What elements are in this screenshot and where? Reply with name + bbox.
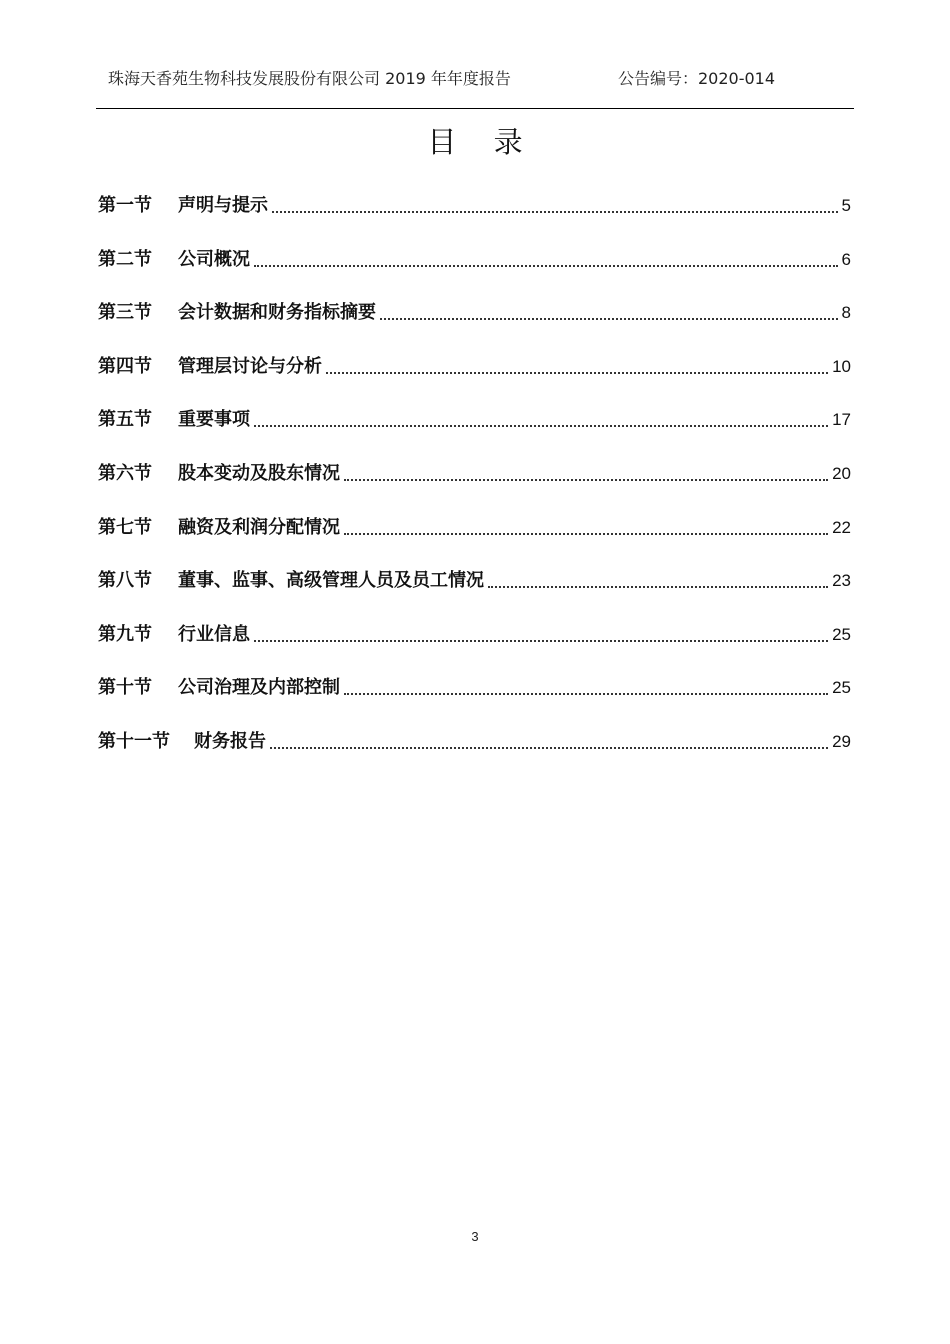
toc-section-number: 第一节	[98, 195, 152, 216]
toc-page-number[interactable]: 6	[841, 249, 851, 269]
header-divider	[96, 108, 854, 109]
toc-page-number[interactable]: 22	[832, 517, 851, 537]
toc-entry[interactable]	[98, 672, 851, 726]
toc-dot-leader	[254, 404, 828, 436]
toc-dot-leader	[270, 726, 828, 758]
toc-section-number: 第四节	[98, 355, 152, 377]
toc-section-number: 第八节	[98, 570, 152, 592]
toc-entry[interactable]	[98, 512, 851, 566]
toc-section-number: 第十一节	[98, 730, 170, 752]
toc-section-number: 第二节	[98, 248, 152, 270]
toc-section-title[interactable]: 股本变动及股东情况	[178, 462, 340, 484]
toc-page-number[interactable]: 23	[832, 571, 851, 591]
toc-page-number[interactable]: 20	[832, 463, 851, 483]
toc-page-number[interactable]: 5	[841, 196, 851, 215]
toc-section-number: 第十节	[98, 677, 152, 699]
toc-dot-leader	[326, 351, 828, 383]
toc-entry[interactable]	[98, 190, 851, 244]
toc-section-title[interactable]: 声明与提示	[178, 195, 268, 216]
toc-section-number: 第五节	[98, 409, 152, 431]
toc-dot-leader	[344, 512, 828, 544]
toc-page-number[interactable]: 29	[832, 731, 851, 751]
toc-section-title[interactable]: 管理层讨论与分析	[178, 355, 322, 377]
toc-dot-leader	[488, 565, 828, 597]
toc-section-title[interactable]: 重要事项	[178, 409, 250, 431]
toc-section-number: 第九节	[98, 623, 152, 645]
toc-entry[interactable]	[98, 565, 851, 619]
toc-dot-leader	[254, 619, 828, 651]
toc-page-number[interactable]: 25	[832, 678, 851, 698]
toc-section-title[interactable]: 会计数据和财务指标摘要	[178, 302, 376, 324]
toc-section-number: 第三节	[98, 302, 152, 324]
toc-entry[interactable]	[98, 244, 851, 298]
toc-page-number[interactable]: 25	[832, 624, 851, 644]
header-report-title: 珠海天香苑生物科技发展股份有限公司 2019 年年度报告	[108, 69, 511, 88]
toc-page-number[interactable]: 17	[832, 410, 851, 430]
toc-dot-leader	[272, 190, 838, 222]
toc-entry[interactable]	[98, 297, 851, 351]
toc-entry[interactable]	[98, 458, 851, 512]
toc-page-number[interactable]: 8	[841, 303, 851, 323]
header-announcement-number: 公告编号：2020-014	[618, 69, 776, 88]
toc-entry[interactable]	[98, 404, 851, 458]
toc-section-title[interactable]: 行业信息	[178, 623, 250, 645]
toc-entry[interactable]	[98, 726, 851, 780]
toc-section-number: 第六节	[98, 462, 152, 484]
toc-entry[interactable]	[98, 619, 851, 673]
table-of-contents	[98, 190, 851, 780]
toc-title: 目 录	[427, 125, 537, 159]
toc-section-title[interactable]: 公司概况	[178, 248, 250, 270]
toc-entry[interactable]	[98, 351, 851, 405]
toc-dot-leader	[254, 244, 838, 276]
toc-section-number: 第七节	[98, 516, 152, 538]
toc-section-title[interactable]: 董事、监事、高级管理人员及员工情况	[178, 570, 484, 592]
toc-dot-leader	[344, 458, 828, 490]
page-header	[96, 66, 854, 94]
toc-dot-leader	[380, 297, 838, 329]
toc-section-title[interactable]: 财务报告	[194, 730, 266, 752]
toc-section-title[interactable]: 公司治理及内部控制	[178, 677, 340, 699]
page-number: 3	[471, 1229, 479, 1244]
toc-section-title[interactable]: 融资及利润分配情况	[178, 516, 340, 538]
toc-page-number[interactable]: 10	[832, 356, 851, 376]
toc-dot-leader	[344, 672, 828, 704]
